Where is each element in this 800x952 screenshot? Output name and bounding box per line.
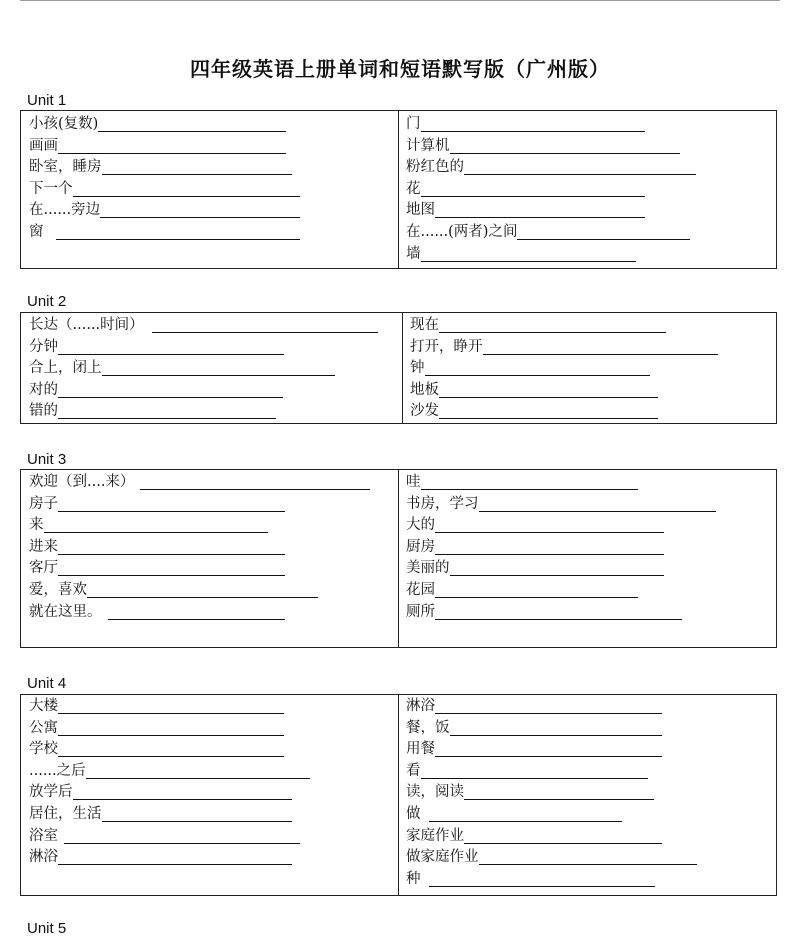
column-divider xyxy=(402,313,403,423)
vocab-prompt: 画画 xyxy=(29,137,58,154)
vocab-prompt: 在......(两者)之间 xyxy=(406,224,518,240)
answer-blank-line[interactable] xyxy=(73,799,293,800)
answer-blank-line[interactable] xyxy=(58,735,284,736)
right-vocab-item xyxy=(406,869,421,889)
left-vocab-item xyxy=(29,537,58,557)
left-vocab-item xyxy=(29,602,102,622)
vocab-prompt: 来 xyxy=(29,517,44,534)
answer-blank-line[interactable] xyxy=(87,597,318,598)
answer-blank-line[interactable] xyxy=(73,196,301,197)
vocab-prompt: 欢迎（到....来） xyxy=(29,474,135,490)
right-vocab-item xyxy=(406,696,435,716)
answer-blank-line[interactable] xyxy=(98,131,286,132)
vocab-prompt: 居住，生活 xyxy=(29,806,102,822)
right-vocab-item xyxy=(406,739,435,759)
vocab-prompt: 花园 xyxy=(406,582,435,598)
vocab-prompt: 做家庭作业 xyxy=(406,849,479,866)
right-vocab-item xyxy=(406,580,435,600)
page-title: 四年级英语上册单词和短语默写版（广州版） xyxy=(190,57,610,81)
vocab-prompt: 厨房 xyxy=(406,538,435,555)
left-vocab-item xyxy=(29,200,100,220)
answer-blank-line[interactable] xyxy=(58,397,283,398)
vocab-prompt: 房子 xyxy=(29,495,58,512)
left-vocab-item xyxy=(29,494,58,514)
vocab-prompt: 哇 xyxy=(406,474,421,490)
answer-blank-line[interactable] xyxy=(421,489,639,490)
unit-label: Unit 2 xyxy=(27,293,67,310)
vocab-prompt: 打开，睁开 xyxy=(410,338,483,355)
vocab-prompt: 就在这里。 xyxy=(29,603,102,620)
answer-blank-line[interactable] xyxy=(58,153,286,154)
right-vocab-item xyxy=(410,401,439,421)
answer-blank-line[interactable] xyxy=(435,713,662,714)
answer-blank-line[interactable] xyxy=(464,174,696,175)
answer-blank-line[interactable] xyxy=(56,239,301,240)
answer-blank-line[interactable] xyxy=(464,799,654,800)
unit-box xyxy=(20,110,777,269)
unit-box xyxy=(20,469,777,648)
right-vocab-item xyxy=(406,804,421,824)
vocab-prompt: 客厅 xyxy=(29,560,58,577)
right-vocab-item xyxy=(406,222,517,242)
vocab-prompt: ......之后 xyxy=(29,762,86,779)
answer-blank-line[interactable] xyxy=(439,397,658,398)
answer-blank-line[interactable] xyxy=(479,864,698,865)
left-vocab-item xyxy=(29,179,73,199)
left-vocab-item xyxy=(29,761,86,781)
column-divider xyxy=(398,695,399,895)
answer-blank-line[interactable] xyxy=(58,864,292,865)
left-vocab-item xyxy=(29,401,58,421)
answer-blank-line[interactable] xyxy=(44,532,269,533)
right-vocab-item xyxy=(406,114,421,134)
vocab-prompt: 读，阅读 xyxy=(406,784,464,801)
answer-blank-line[interactable] xyxy=(450,153,681,154)
left-vocab-item xyxy=(29,558,58,578)
answer-blank-line[interactable] xyxy=(435,619,682,620)
right-vocab-item xyxy=(410,380,439,400)
left-vocab-item xyxy=(29,826,58,846)
vocab-prompt: 淋浴 xyxy=(29,849,58,866)
vocab-prompt: 地板 xyxy=(410,381,439,398)
left-vocab-item xyxy=(29,114,98,134)
unit-label: Unit 5 xyxy=(27,920,67,937)
left-vocab-item xyxy=(29,337,58,357)
answer-blank-line[interactable] xyxy=(100,217,300,218)
left-vocab-item xyxy=(29,358,102,378)
answer-blank-line[interactable] xyxy=(421,131,646,132)
answer-blank-line[interactable] xyxy=(421,196,646,197)
vocab-prompt: 窗 xyxy=(29,224,44,240)
answer-blank-line[interactable] xyxy=(102,375,336,376)
answer-blank-line[interactable] xyxy=(429,821,623,822)
answer-blank-line[interactable] xyxy=(429,886,656,887)
unit-box xyxy=(20,694,777,896)
answer-blank-line[interactable] xyxy=(102,821,293,822)
unit-label: Unit 1 xyxy=(27,92,67,109)
answer-blank-line[interactable] xyxy=(58,354,284,355)
right-vocab-item xyxy=(406,179,421,199)
vocab-prompt: 墙 xyxy=(406,245,421,262)
answer-blank-line[interactable] xyxy=(421,778,649,779)
vocab-prompt: 浴室 xyxy=(29,827,58,844)
answer-blank-line[interactable] xyxy=(140,489,370,490)
vocab-prompt: 用餐 xyxy=(406,741,435,758)
right-vocab-item xyxy=(406,537,435,557)
right-vocab-item xyxy=(406,472,421,492)
answer-blank-line[interactable] xyxy=(152,332,378,333)
right-vocab-item xyxy=(410,358,425,378)
vocab-prompt: 公寓 xyxy=(29,719,58,736)
vocab-prompt: 对的 xyxy=(29,381,58,398)
answer-blank-line[interactable] xyxy=(421,261,637,262)
right-vocab-item xyxy=(406,602,435,622)
left-vocab-item xyxy=(29,804,102,824)
right-vocab-item xyxy=(410,337,483,357)
vocab-prompt: 大楼 xyxy=(29,698,58,714)
answer-blank-line[interactable] xyxy=(517,239,690,240)
right-vocab-item xyxy=(406,515,435,535)
left-vocab-item xyxy=(29,515,44,535)
left-vocab-item xyxy=(29,782,73,802)
left-vocab-item xyxy=(29,315,144,335)
vocab-prompt: 进来 xyxy=(29,538,58,555)
vocab-prompt: 粉红色的 xyxy=(406,159,464,176)
vocab-prompt: 沙发 xyxy=(410,403,439,420)
vocab-prompt: 卧室，睡房 xyxy=(29,159,102,176)
vocab-prompt: 在......旁边 xyxy=(29,202,101,219)
column-divider xyxy=(398,470,399,647)
vocab-prompt: 现在 xyxy=(410,317,439,333)
vocab-prompt: 地图 xyxy=(406,202,435,219)
column-divider xyxy=(398,111,399,268)
answer-blank-line[interactable] xyxy=(425,375,651,376)
right-vocab-item xyxy=(406,847,479,867)
vocab-prompt: 学校 xyxy=(29,741,58,758)
answer-blank-line[interactable] xyxy=(435,597,638,598)
answer-blank-line[interactable] xyxy=(58,575,285,576)
right-vocab-item xyxy=(406,136,450,156)
right-vocab-item xyxy=(406,761,421,781)
answer-blank-line[interactable] xyxy=(483,354,719,355)
right-vocab-item xyxy=(406,826,464,846)
answer-blank-line[interactable] xyxy=(58,418,276,419)
right-vocab-item xyxy=(406,782,464,802)
right-vocab-item xyxy=(406,558,450,578)
answer-blank-line[interactable] xyxy=(86,778,310,779)
answer-blank-line[interactable] xyxy=(108,619,286,620)
left-vocab-item xyxy=(29,580,87,600)
vocab-prompt: 小孩(复数) xyxy=(29,116,99,132)
right-vocab-item xyxy=(406,157,464,177)
answer-blank-line[interactable] xyxy=(450,575,665,576)
answer-blank-line[interactable] xyxy=(435,532,664,533)
vocab-prompt: 分钟 xyxy=(29,338,58,355)
answer-blank-line[interactable] xyxy=(435,217,645,218)
right-vocab-item xyxy=(410,315,439,335)
left-vocab-item xyxy=(29,380,58,400)
vocab-prompt: 花 xyxy=(406,180,421,197)
answer-blank-line[interactable] xyxy=(439,418,658,419)
left-vocab-item xyxy=(29,847,58,867)
vocab-prompt: 美丽的 xyxy=(406,560,450,577)
answer-blank-line[interactable] xyxy=(464,843,662,844)
unit-label: Unit 4 xyxy=(27,675,67,692)
right-vocab-item xyxy=(406,494,479,514)
vocab-prompt: 餐，饭 xyxy=(406,719,450,736)
vocab-prompt: 淋浴 xyxy=(406,698,435,714)
vocab-prompt: 门 xyxy=(406,116,421,132)
left-vocab-item xyxy=(29,136,58,156)
vocab-prompt: 合上，闭上 xyxy=(29,360,102,377)
vocab-prompt: 大的 xyxy=(406,517,435,534)
answer-blank-line[interactable] xyxy=(64,843,300,844)
left-vocab-item xyxy=(29,739,58,759)
left-vocab-item xyxy=(29,718,58,738)
top-border-line xyxy=(20,0,780,1)
answer-blank-line[interactable] xyxy=(439,332,666,333)
right-vocab-item xyxy=(406,718,450,738)
vocab-prompt: 看 xyxy=(406,762,421,779)
answer-blank-line[interactable] xyxy=(58,554,285,555)
vocab-prompt: 做 xyxy=(406,806,421,822)
unit-label: Unit 3 xyxy=(27,451,67,468)
answer-blank-line[interactable] xyxy=(58,756,284,757)
answer-blank-line[interactable] xyxy=(58,713,284,714)
vocab-prompt: 下一个 xyxy=(29,180,73,197)
left-vocab-item xyxy=(29,696,58,716)
left-vocab-item xyxy=(29,472,134,492)
vocab-prompt: 长达（......时间） xyxy=(29,317,144,333)
vocab-prompt: 书房，学习 xyxy=(406,495,479,512)
vocab-prompt: 错的 xyxy=(29,403,58,420)
left-vocab-item xyxy=(29,157,102,177)
vocab-prompt: 家庭作业 xyxy=(406,827,464,844)
left-vocab-item xyxy=(29,222,44,242)
answer-blank-line[interactable] xyxy=(435,554,664,555)
answer-blank-line[interactable] xyxy=(102,174,293,175)
vocab-prompt: 厕所 xyxy=(406,603,435,620)
answer-blank-line[interactable] xyxy=(479,511,717,512)
vocab-prompt: 种 xyxy=(406,870,421,887)
right-vocab-item xyxy=(406,200,435,220)
vocab-prompt: 爱，喜欢 xyxy=(29,582,87,598)
answer-blank-line[interactable] xyxy=(58,511,285,512)
vocab-prompt: 放学后 xyxy=(29,784,73,801)
answer-blank-line[interactable] xyxy=(450,735,663,736)
right-vocab-item xyxy=(406,244,421,264)
answer-blank-line[interactable] xyxy=(435,756,662,757)
vocab-prompt: 钟 xyxy=(410,360,425,377)
vocab-prompt: 计算机 xyxy=(406,137,450,154)
